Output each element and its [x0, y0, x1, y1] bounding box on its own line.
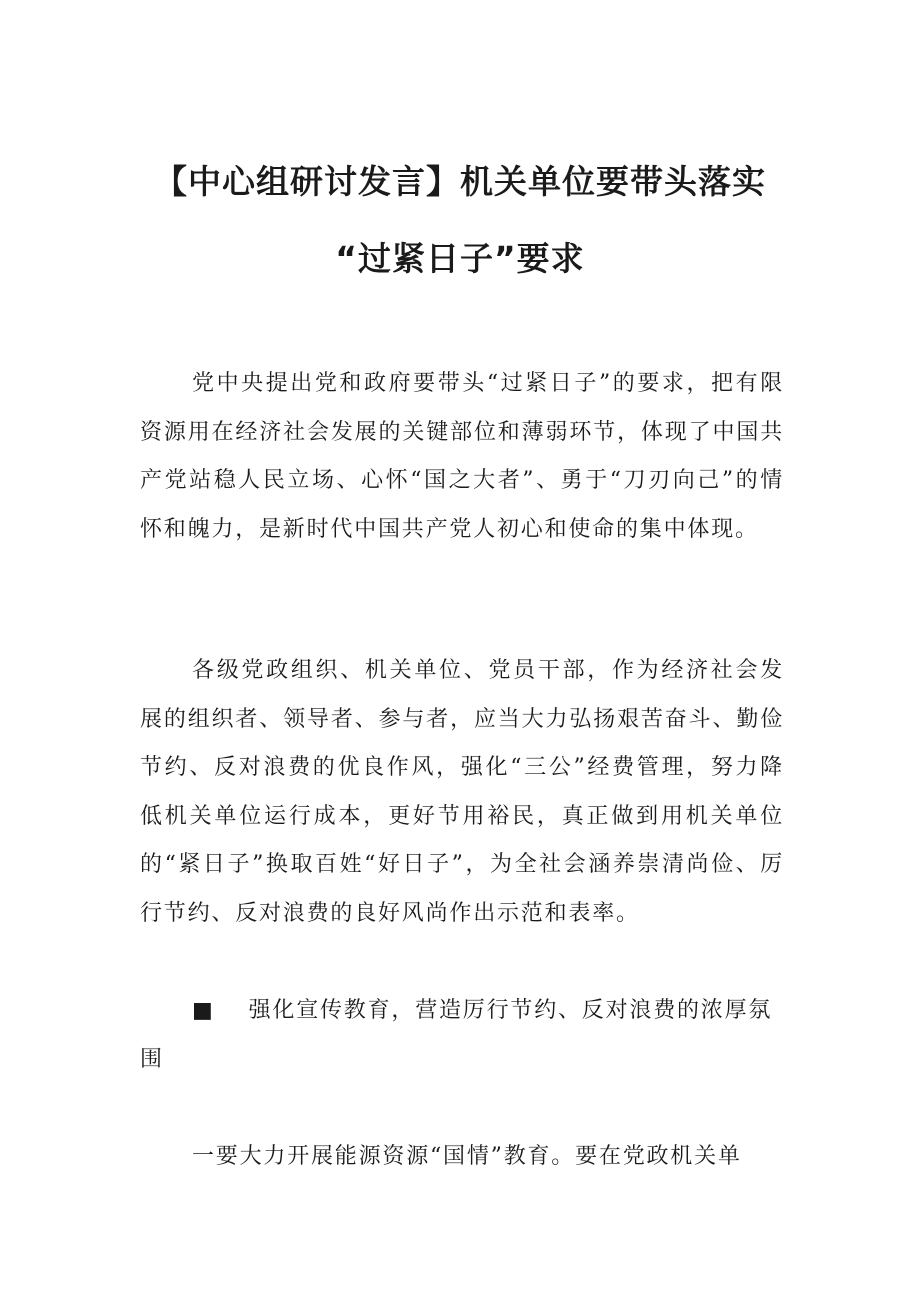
- document-title-line-2: “过紧日子”要求: [335, 239, 585, 278]
- paragraph-3: 一要大力开展能源资源“国情”教育。要在党政机关单: [192, 1144, 742, 1169]
- paragraph-1: 党中央提出党和政府要带头“过紧日子”的要求，把有限资源用在经济社会发展的关键部位和薄弱环节，体现了中国共产党站稳人民立场、心怀“国之大者”、勇于“刀刃向己”的情怀和魄力，是新时代中国共产党人初心和使命的集中体现。: [140, 371, 784, 542]
- square-bullet-icon: ■: [192, 998, 215, 1023]
- section-heading-text: 强化宣传教育，营造厉行节约、反对浪费的浓厚氛围: [140, 998, 773, 1072]
- document-title-line-1: 【中心组研讨发言】机关单位要带头落实: [154, 162, 766, 201]
- paragraph-2: 各级党政组织、机关单位、党员干部，作为经济社会发展的组织者、领导者、参与者，应当大力弘扬艰苦奋斗、勤俭节约、反对浪费的优良作风，强化“三公”经费管理，努力降低机关单位运行成本，更好节用裕民，真正做到用机关单位的“紧日子”换取百姓“好日子”，为全社会涵养崇清尚俭、厉行节约、反对浪费的良好风尚作出示范和表率。: [140, 658, 784, 926]
- section-heading: [140, 987, 784, 1084]
